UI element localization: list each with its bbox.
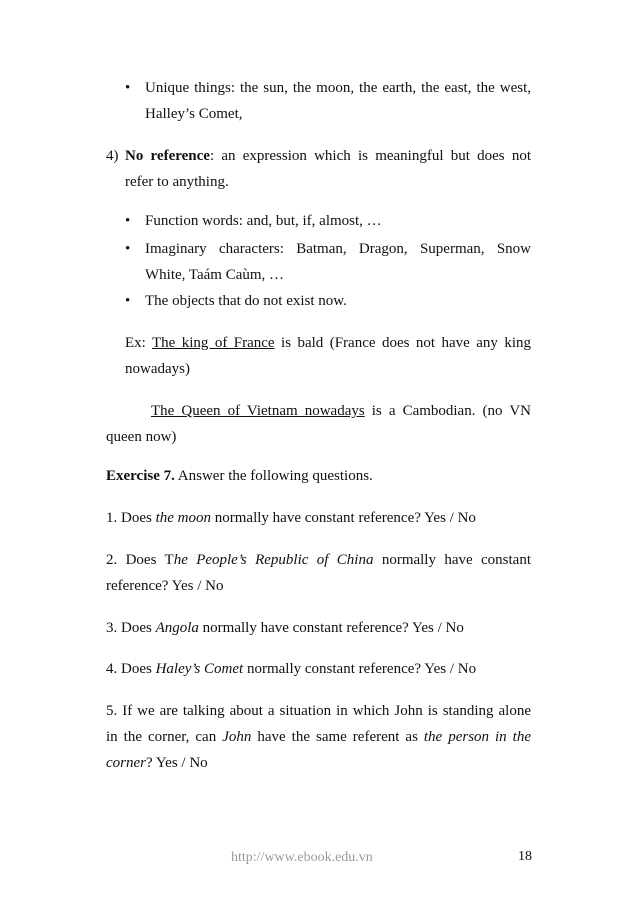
bullet-dot-icon: • bbox=[125, 241, 131, 257]
question-5-line2 bbox=[106, 727, 531, 747]
question-text: in the corner, can bbox=[106, 729, 223, 745]
question-5-line3 bbox=[106, 753, 208, 773]
bullet-unique-things: Unique things: the sun, the moon, the earth, the east, the west, bbox=[145, 80, 531, 96]
term-definition: : an expression which is meaningful but does not bbox=[209, 148, 531, 164]
question-text: 1. Does bbox=[106, 510, 156, 526]
bullet-nonexistent-objects: The objects that do not exist now. bbox=[145, 293, 347, 309]
question-text: 3. Does bbox=[106, 620, 156, 636]
exercise-instruction: Answer the following questions. bbox=[174, 468, 373, 484]
example-explanation: is bald (France does not have any king bbox=[274, 335, 531, 351]
question-2-cont: reference? Yes / No bbox=[106, 578, 224, 594]
bullet-function-words: Function words: and, but, if, almost, … bbox=[145, 213, 382, 229]
bullet-unique-things-cont: Halley’s Comet, bbox=[145, 106, 243, 122]
question-text: normally constant reference? Yes / No bbox=[243, 661, 477, 677]
bullet-imaginary-characters: Imaginary characters: Batman, Dragon, Superman, Snow bbox=[145, 241, 531, 257]
question-text: normally have constant bbox=[373, 552, 531, 568]
term-definition-cont: refer to anything. bbox=[125, 174, 229, 190]
example-underlined-phrase: The king of France bbox=[152, 335, 275, 351]
example-prefix: Ex: bbox=[125, 335, 152, 351]
term-no-reference: No reference bbox=[125, 148, 210, 164]
example-explanation-cont: queen now) bbox=[106, 429, 177, 445]
question-emphasis: corner bbox=[106, 755, 146, 771]
question-emphasis: Angola bbox=[155, 620, 199, 636]
question-emphasis: he People’s Republic of China bbox=[173, 552, 374, 568]
question-text: normally have constant reference? Yes / No bbox=[211, 510, 476, 526]
bullet-imaginary-characters-cont: White, Taám Caùm, … bbox=[145, 267, 285, 283]
question-5: 5. If we are talking about a situation in which John is standing alone bbox=[106, 703, 531, 719]
question-emphasis: Haley’s Comet bbox=[155, 661, 244, 677]
exercise-heading bbox=[106, 466, 373, 486]
question-emphasis: the person in the bbox=[423, 729, 531, 745]
question-4 bbox=[106, 659, 476, 679]
bullet-dot-icon: • bbox=[125, 80, 131, 96]
example-explanation: is a Cambodian. (no VN bbox=[364, 403, 531, 419]
question-text: have the same referent as bbox=[251, 729, 424, 745]
bullet-dot-icon: • bbox=[125, 293, 131, 309]
question-text: ? Yes / No bbox=[146, 755, 208, 771]
footer-url-link[interactable]: http://www.ebook.edu.vn bbox=[231, 850, 373, 865]
item-no-reference bbox=[125, 146, 531, 166]
question-emphasis: the moon bbox=[155, 510, 211, 526]
question-1 bbox=[106, 508, 476, 528]
item-number: 4) bbox=[106, 148, 119, 164]
question-text: 4. Does bbox=[106, 661, 156, 677]
example-queen-of-vietnam bbox=[151, 401, 531, 421]
question-3 bbox=[106, 618, 464, 638]
exercise-label: Exercise 7. bbox=[106, 468, 175, 484]
example-explanation-cont: nowadays) bbox=[125, 361, 190, 377]
example-king-of-france bbox=[125, 333, 531, 353]
question-text: normally have constant reference? Yes / No bbox=[198, 620, 464, 636]
question-emphasis: John bbox=[222, 729, 252, 745]
bullet-dot-icon: • bbox=[125, 213, 131, 229]
page-number: 18 bbox=[518, 849, 532, 864]
question-2 bbox=[106, 550, 531, 570]
example-underlined-phrase: The Queen of Vietnam nowadays bbox=[151, 403, 365, 419]
question-text: 2. Does T bbox=[106, 552, 174, 568]
